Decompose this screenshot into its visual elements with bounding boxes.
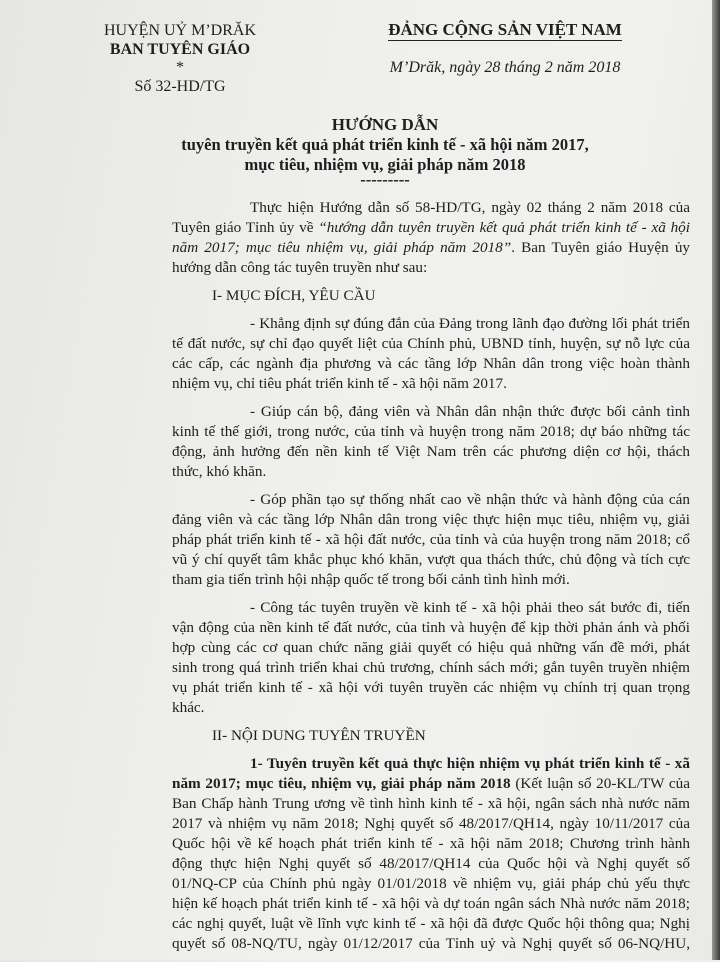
text-line: kinh tế thế giới, trong nước, của tỉnh và huyện trong năm 2018; dự báo những tác xyxy=(172,423,690,440)
text-line: tham gia tiến trình hội nhập quốc tế trong bối cảnh tình hình mới. xyxy=(172,571,570,588)
text-line: sinh trong quá trình triển khai chủ trương, chính sách mới; gắn tuyên truyền nhiệm xyxy=(172,659,690,676)
text-line: khác. xyxy=(172,699,205,716)
party-name-text: ĐẢNG CỘNG SẢN VIỆT NAM xyxy=(388,20,622,39)
text-line: vũ ý chí quyết tâm khắc phục khó khăn, vượt qua thách thức, chủ động và tích cực xyxy=(172,551,690,568)
party-name xyxy=(370,20,640,40)
doc-subtitle-2: mục tiêu, nhiệm vụ, giải pháp năm 2018 xyxy=(244,155,526,174)
text-line xyxy=(172,218,690,238)
paragraph xyxy=(172,314,690,394)
text-line: hướng dẫn công tác tuyên truyền như sau: xyxy=(172,259,428,276)
quoted-title: “hướng dẫn tuyên truyền kết quả phát triển kinh tế - xã hội xyxy=(318,219,690,236)
text-line: - Công tác tuyên truyền về kinh tế - xã hội phải theo sát bước đi, tiến xyxy=(250,599,690,616)
text-line: Ban Chấp hành Trung ương về tình hình kinh tế - xã hội, ngân sách nhà nước năm xyxy=(172,795,690,812)
text-line: vận động của nền kinh tế đất nước, của tỉnh và huyện để kịp thời phản ánh và phối xyxy=(172,619,690,636)
text-line: Thực hiện Hướng dẫn số 58-HD/TG, ngày 02 tháng 2 năm 2018 của xyxy=(250,199,690,216)
org-parent: HUYỆN UỶ M’DRĂK xyxy=(104,22,256,39)
text-span: . Ban Tuyên giáo Huyện ủy xyxy=(511,239,690,256)
section-heading-1: I- MỤC ĐÍCH, YÊU CẦU xyxy=(212,287,376,304)
text-line: đảng viên và các tầng lớp Nhân dân trong việc thực hiện mục tiêu, nhiệm vụ, giải xyxy=(172,511,690,528)
text-span: Tuyên giáo Tỉnh ủy về xyxy=(172,219,319,236)
text-line: - Góp phần tạo sự thống nhất cao về nhận thức và hành động của cán xyxy=(250,491,690,508)
text-line: tế đất nước, sự chỉ đạo quyết liệt của Chính phủ, UBND tỉnh, huyện, sự nỗ lực của xyxy=(172,335,690,352)
text-line xyxy=(172,238,690,258)
text-line: động, ảnh hưởng đến nền kinh tế Việt Nam trên các phương diện cơ hội, thách xyxy=(172,443,690,460)
quoted-title: năm 2017; mục tiêu nhiệm vụ, giải pháp năm 2018” xyxy=(172,239,512,256)
text-line: 2017 và nhiệm vụ năm 2018; Nghị quyết số 48/2017/QH14, ngày 10/11/2017 của xyxy=(172,815,690,832)
text-line: pháp phát triển kinh tế - xã hội đất nước, của tỉnh và của huyện trong năm 2018; cổ xyxy=(172,531,690,548)
text-line: quyết số 08-NQ/TU, ngày 01/12/2017 của Tỉnh uỷ và Nghị quyết số 06-NQ/HU, xyxy=(172,935,690,952)
doc-number: Số 32-HD/TG xyxy=(134,78,226,95)
text-line: 01/NQ-CP của Chính phủ ngày 01/01/2018 về nhiệm vụ, giải pháp chủ yếu thực xyxy=(172,875,690,892)
text-line: hiện kế hoạch phát triển kinh tế - xã hội và dự toán ngân sách Nhà nước năm 2018; xyxy=(172,895,690,912)
doc-subtitle-1: tuyên truyền kết quả phát triển kinh tế - xã hội năm 2017, xyxy=(181,135,589,154)
doc-title: HƯỚNG DẪN xyxy=(331,115,439,134)
intro-paragraph xyxy=(172,198,690,278)
text-line: các cấp, các ngành địa phương và các tầng lớp Nhân dân trong việc hoàn thành xyxy=(172,355,690,372)
bold-span: năm 2017; mục tiêu, nhiệm vụ, giải pháp năm 2018 xyxy=(172,775,511,792)
document-body xyxy=(172,198,690,962)
text-line: hợp cùng các cơ quan chức năng giải quyết có hiệu quả những vấn đề mới, phát xyxy=(172,639,690,656)
text-line: - Khẳng định sự đúng đắn của Đảng trong lãnh đạo đường lối phát triển xyxy=(250,315,690,332)
text-line: nhiệm vụ, chỉ tiêu phát triển kinh tế - xã hội năm 2017. xyxy=(172,375,507,392)
section-heading-2: II- NỘI DUNG TUYÊN TRUYỀN xyxy=(212,727,426,744)
text-line: vụ phát triển kinh tế - xã hội với tuyên truyền các nhiệm vụ chính trị quan trọng xyxy=(172,679,690,696)
text-line: động thực hiện Nghị quyết số 48/2017/QH14 của Quốc hội và Nghị quyết số xyxy=(172,855,690,872)
paragraph xyxy=(172,598,690,718)
text-line: Quốc hội về kế hoạch phát triển kinh tế - xã hội năm 2018; Chương trình hành xyxy=(172,835,690,852)
org-name: BAN TUYÊN GIÁO xyxy=(109,41,251,58)
text-line xyxy=(172,774,690,794)
text-line: các nghị quyết, luật về lĩnh vực kinh tế - xã hội đã được Quốc hội thông qua; Nghị xyxy=(172,915,690,932)
paragraph xyxy=(172,402,690,482)
text-line: thức, khó khăn. xyxy=(172,463,267,480)
text-line: - Giúp cán bộ, đảng viên và Nhân dân nhận thức được bối cảnh tình xyxy=(250,403,690,420)
place-date: M’Drăk, ngày 28 tháng 2 năm 2018 xyxy=(389,59,621,76)
star-mark: * xyxy=(176,59,184,76)
photo-edge xyxy=(712,0,720,960)
text-span: (Kết luận số 20-KL/TW của xyxy=(510,775,690,792)
title-divider: --------- xyxy=(360,170,410,189)
text-line: 1- Tuyên truyền kết quả thực hiện nhiệm vụ phát triển kinh tế - xã xyxy=(250,755,690,772)
paragraph xyxy=(172,754,690,954)
paragraph xyxy=(172,490,690,590)
